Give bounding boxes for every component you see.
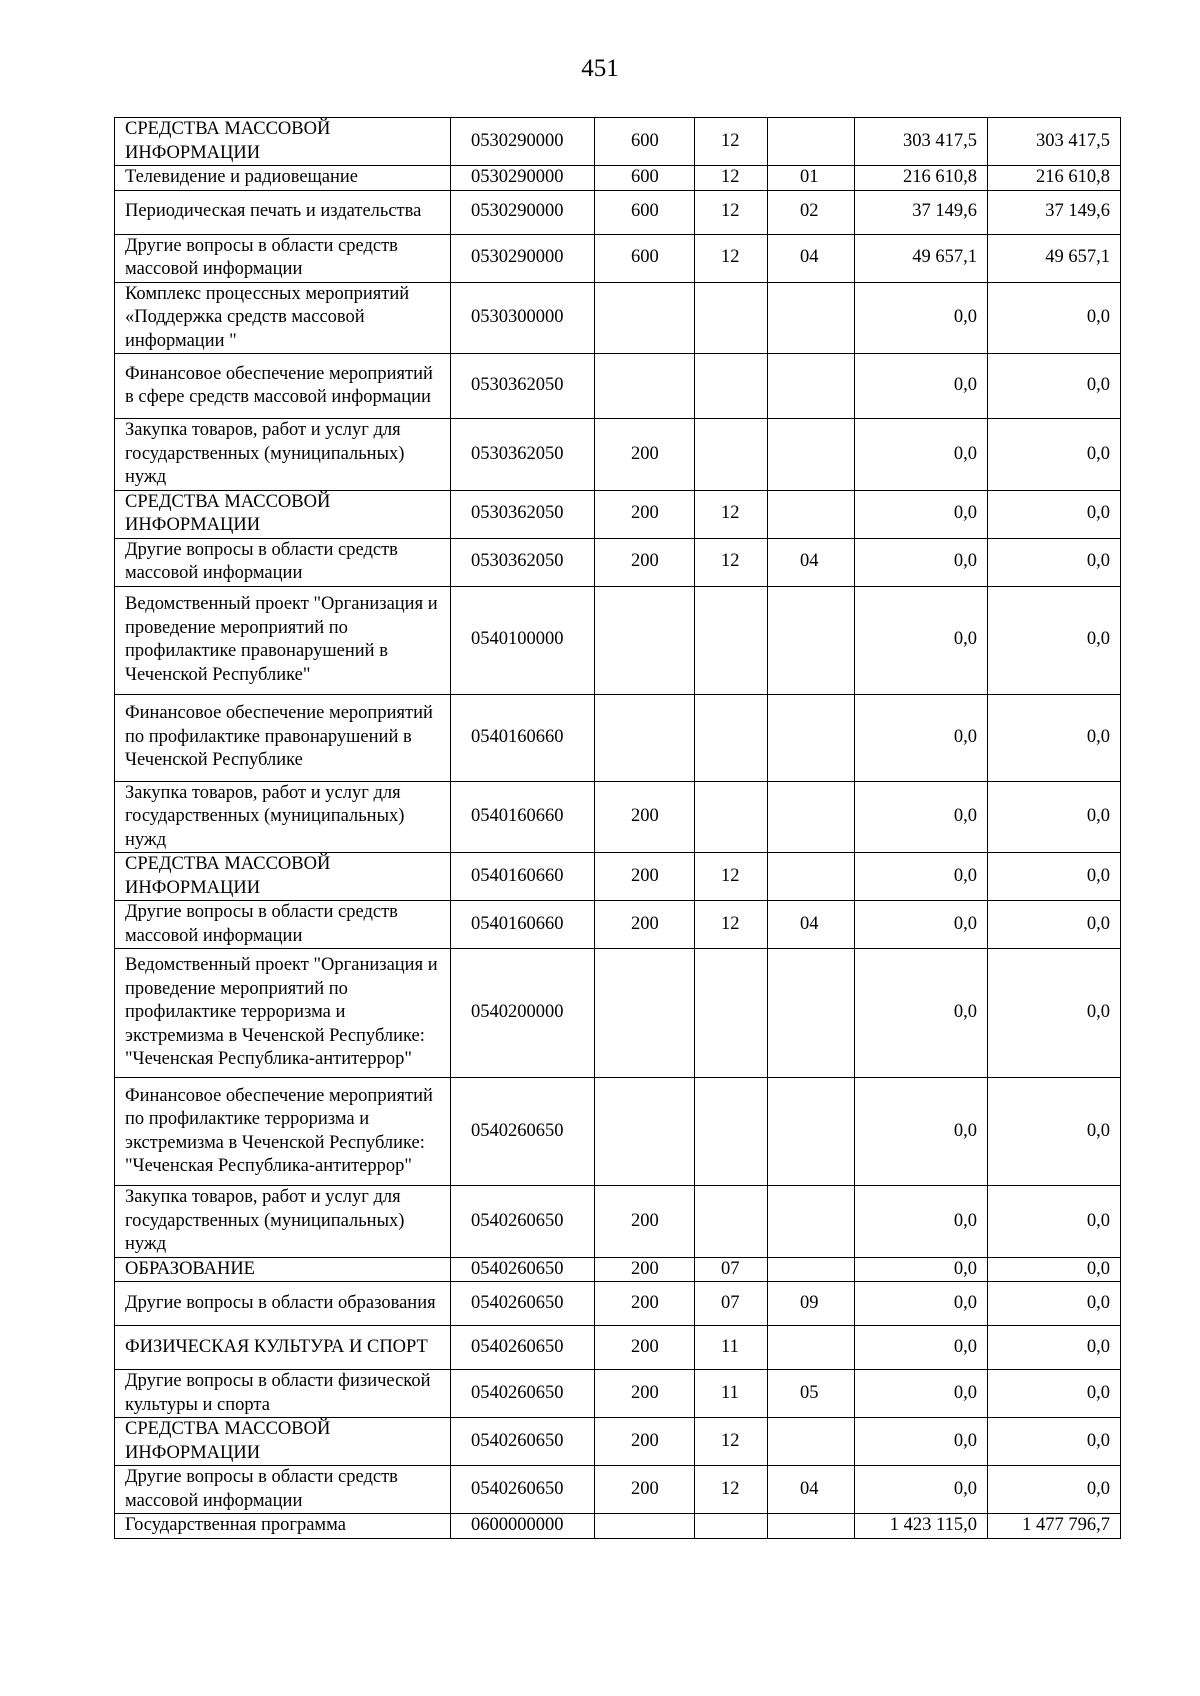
amount-year-2: 0,0 (988, 282, 1121, 354)
section-code (695, 586, 768, 694)
item-name: Комплекс процессных мероприятий «Поддержка средств массовой информации " (115, 282, 451, 354)
section-code: 12 (695, 538, 768, 586)
subsection-code: 04 (768, 901, 855, 949)
subsection-code: 09 (768, 1282, 855, 1326)
amount-year-1: 0,0 (855, 1186, 988, 1258)
target-article-code: 0540260650 (451, 1257, 595, 1282)
expense-type-code: 200 (595, 538, 695, 586)
subsection-code (768, 1514, 855, 1539)
target-article-code: 0540160660 (451, 781, 595, 853)
target-article-code: 0530290000 (451, 190, 595, 234)
table-row (115, 949, 1121, 1078)
item-name: Закупка товаров, работ и услуг для государственных (муниципальных) нужд (115, 781, 451, 853)
table-row (115, 1282, 1121, 1326)
expense-type-code: 200 (595, 1186, 695, 1258)
amount-year-1: 0,0 (855, 490, 988, 538)
subsection-code (768, 1326, 855, 1370)
amount-year-1: 216 610,8 (855, 166, 988, 191)
section-code (695, 949, 768, 1078)
table-row (115, 190, 1121, 234)
amount-year-2: 0,0 (988, 1186, 1121, 1258)
subsection-code (768, 419, 855, 491)
section-code (695, 282, 768, 354)
amount-year-1: 0,0 (855, 781, 988, 853)
table-row (115, 1514, 1121, 1539)
table-row (115, 538, 1121, 586)
item-name: ОБРАЗОВАНИЕ (115, 1257, 451, 1282)
expense-type-code: 200 (595, 901, 695, 949)
table-row (115, 1078, 1121, 1186)
table-body (115, 118, 1121, 1539)
table-row (115, 694, 1121, 781)
target-article-code: 0600000000 (451, 1514, 595, 1539)
section-code (695, 354, 768, 419)
amount-year-2: 303 417,5 (988, 118, 1121, 166)
subsection-code: 04 (768, 1466, 855, 1514)
item-name: СРЕДСТВА МАССОВОЙ ИНФОРМАЦИИ (115, 490, 451, 538)
subsection-code (768, 118, 855, 166)
table-row (115, 490, 1121, 538)
table-row (115, 1418, 1121, 1466)
subsection-code (768, 949, 855, 1078)
section-code: 12 (695, 490, 768, 538)
section-code: 12 (695, 190, 768, 234)
expense-type-code: 200 (595, 419, 695, 491)
amount-year-1: 0,0 (855, 354, 988, 419)
section-code (695, 419, 768, 491)
amount-year-2: 0,0 (988, 1257, 1121, 1282)
section-code: 12 (695, 234, 768, 282)
target-article-code: 0540160660 (451, 694, 595, 781)
target-article-code: 0530362050 (451, 354, 595, 419)
target-article-code: 0540200000 (451, 949, 595, 1078)
expense-type-code (595, 1514, 695, 1539)
target-article-code: 0530300000 (451, 282, 595, 354)
section-code (695, 781, 768, 853)
target-article-code: 0530290000 (451, 166, 595, 191)
amount-year-1: 0,0 (855, 538, 988, 586)
amount-year-1: 0,0 (855, 1326, 988, 1370)
expense-type-code: 600 (595, 118, 695, 166)
item-name: Финансовое обеспечение мероприятий в сфере средств массовой информации (115, 354, 451, 419)
amount-year-2: 49 657,1 (988, 234, 1121, 282)
expense-type-code: 200 (595, 1466, 695, 1514)
amount-year-1: 0,0 (855, 419, 988, 491)
amount-year-1: 1 423 115,0 (855, 1514, 988, 1539)
subsection-code (768, 1186, 855, 1258)
section-code: 12 (695, 1466, 768, 1514)
amount-year-1: 0,0 (855, 694, 988, 781)
table-row (115, 901, 1121, 949)
amount-year-1: 37 149,6 (855, 190, 988, 234)
item-name: Другие вопросы в области образования (115, 1282, 451, 1326)
amount-year-2: 0,0 (988, 949, 1121, 1078)
subsection-code (768, 781, 855, 853)
section-code (695, 1078, 768, 1186)
item-name: СРЕДСТВА МАССОВОЙ ИНФОРМАЦИИ (115, 1418, 451, 1466)
target-article-code: 0540160660 (451, 853, 595, 901)
section-code: 11 (695, 1370, 768, 1418)
expense-type-code: 200 (595, 490, 695, 538)
amount-year-2: 0,0 (988, 490, 1121, 538)
section-code: 12 (695, 1418, 768, 1466)
section-code (695, 694, 768, 781)
table-row (115, 118, 1121, 166)
subsection-code (768, 282, 855, 354)
target-article-code: 0530362050 (451, 490, 595, 538)
target-article-code: 0540260650 (451, 1282, 595, 1326)
target-article-code: 0530290000 (451, 118, 595, 166)
table-row (115, 166, 1121, 191)
item-name: Телевидение и радиовещание (115, 166, 451, 191)
item-name: Другие вопросы в области средств массовой информации (115, 1466, 451, 1514)
amount-year-2: 0,0 (988, 1282, 1121, 1326)
expense-type-code (595, 694, 695, 781)
section-code: 12 (695, 166, 768, 191)
section-code: 12 (695, 901, 768, 949)
subsection-code (768, 853, 855, 901)
item-name: Государственная программа (115, 1514, 451, 1539)
section-code: 07 (695, 1282, 768, 1326)
table-row (115, 282, 1121, 354)
amount-year-2: 0,0 (988, 781, 1121, 853)
section-code: 11 (695, 1326, 768, 1370)
amount-year-1: 0,0 (855, 282, 988, 354)
table-row (115, 354, 1121, 419)
table-row (115, 1186, 1121, 1258)
table-row (115, 1466, 1121, 1514)
item-name: Финансовое обеспечение мероприятий по профилактике правонарушений в Чеченской Республике (115, 694, 451, 781)
target-article-code: 0540260650 (451, 1418, 595, 1466)
amount-year-1: 0,0 (855, 1257, 988, 1282)
expense-type-code: 200 (595, 1418, 695, 1466)
item-name: Другие вопросы в области средств массовой информации (115, 538, 451, 586)
expense-type-code: 600 (595, 190, 695, 234)
amount-year-2: 0,0 (988, 901, 1121, 949)
amount-year-2: 0,0 (988, 1078, 1121, 1186)
subsection-code (768, 1418, 855, 1466)
item-name: Другие вопросы в области физической культуры и спорта (115, 1370, 451, 1418)
amount-year-2: 1 477 796,7 (988, 1514, 1121, 1539)
amount-year-1: 303 417,5 (855, 118, 988, 166)
table-row (115, 1326, 1121, 1370)
table-row (115, 1257, 1121, 1282)
expense-type-code: 200 (595, 1370, 695, 1418)
budget-table (114, 117, 1121, 1539)
item-name: ФИЗИЧЕСКАЯ КУЛЬТУРА И СПОРТ (115, 1326, 451, 1370)
table-row (115, 781, 1121, 853)
amount-year-2: 0,0 (988, 853, 1121, 901)
table-row (115, 419, 1121, 491)
amount-year-2: 0,0 (988, 354, 1121, 419)
subsection-code: 02 (768, 190, 855, 234)
subsection-code: 01 (768, 166, 855, 191)
amount-year-2: 0,0 (988, 694, 1121, 781)
expense-type-code (595, 586, 695, 694)
target-article-code: 0540260650 (451, 1186, 595, 1258)
expense-type-code (595, 949, 695, 1078)
amount-year-1: 0,0 (855, 1078, 988, 1186)
section-code: 12 (695, 118, 768, 166)
expense-type-code (595, 282, 695, 354)
item-name: СРЕДСТВА МАССОВОЙ ИНФОРМАЦИИ (115, 853, 451, 901)
subsection-code (768, 694, 855, 781)
section-code: 12 (695, 853, 768, 901)
item-name: Ведомственный проект "Организация и проведение мероприятий по профилактике терроризма и экстремизма в Чеченской Республике: "Чеченская Республика-антитеррор" (115, 949, 451, 1078)
subsection-code (768, 1257, 855, 1282)
item-name: Другие вопросы в области средств массовой информации (115, 901, 451, 949)
amount-year-2: 0,0 (988, 1326, 1121, 1370)
amount-year-2: 216 610,8 (988, 166, 1121, 191)
subsection-code (768, 354, 855, 419)
expense-type-code: 600 (595, 234, 695, 282)
item-name: Ведомственный проект "Организация и проведение мероприятий по профилактике правонарушений в Чеченской Республике" (115, 586, 451, 694)
amount-year-2: 37 149,6 (988, 190, 1121, 234)
section-code (695, 1514, 768, 1539)
target-article-code: 0530362050 (451, 419, 595, 491)
expense-type-code: 200 (595, 781, 695, 853)
target-article-code: 0540260650 (451, 1466, 595, 1514)
item-name: СРЕДСТВА МАССОВОЙ ИНФОРМАЦИИ (115, 118, 451, 166)
subsection-code: 04 (768, 234, 855, 282)
table-row (115, 586, 1121, 694)
item-name: Финансовое обеспечение мероприятий по профилактике терроризма и экстремизма в Чеченской Республике: "Чеченская Республика-антитеррор" (115, 1078, 451, 1186)
page-number: 451 (581, 55, 619, 82)
expense-type-code (595, 1078, 695, 1186)
amount-year-2: 0,0 (988, 1418, 1121, 1466)
amount-year-1: 0,0 (855, 901, 988, 949)
subsection-code (768, 586, 855, 694)
table-row (115, 853, 1121, 901)
item-name: Закупка товаров, работ и услуг для государственных (муниципальных) нужд (115, 419, 451, 491)
expense-type-code: 600 (595, 166, 695, 191)
target-article-code: 0540160660 (451, 901, 595, 949)
amount-year-2: 0,0 (988, 419, 1121, 491)
target-article-code: 0540260650 (451, 1370, 595, 1418)
amount-year-2: 0,0 (988, 586, 1121, 694)
subsection-code: 04 (768, 538, 855, 586)
amount-year-2: 0,0 (988, 1370, 1121, 1418)
section-code (695, 1186, 768, 1258)
amount-year-1: 0,0 (855, 1282, 988, 1326)
item-name: Другие вопросы в области средств массовой информации (115, 234, 451, 282)
amount-year-2: 0,0 (988, 1466, 1121, 1514)
subsection-code: 05 (768, 1370, 855, 1418)
item-name: Периодическая печать и издательства (115, 190, 451, 234)
table-row (115, 234, 1121, 282)
section-code: 07 (695, 1257, 768, 1282)
target-article-code: 0530290000 (451, 234, 595, 282)
amount-year-1: 0,0 (855, 1370, 988, 1418)
amount-year-1: 0,0 (855, 1418, 988, 1466)
amount-year-1: 0,0 (855, 1466, 988, 1514)
expense-type-code: 200 (595, 1326, 695, 1370)
expense-type-code: 200 (595, 853, 695, 901)
amount-year-1: 49 657,1 (855, 234, 988, 282)
expense-type-code (595, 354, 695, 419)
target-article-code: 0540100000 (451, 586, 595, 694)
subsection-code (768, 1078, 855, 1186)
amount-year-1: 0,0 (855, 853, 988, 901)
amount-year-1: 0,0 (855, 949, 988, 1078)
table-row (115, 1370, 1121, 1418)
target-article-code: 0530362050 (451, 538, 595, 586)
item-name: Закупка товаров, работ и услуг для государственных (муниципальных) нужд (115, 1186, 451, 1258)
expense-type-code: 200 (595, 1257, 695, 1282)
amount-year-2: 0,0 (988, 538, 1121, 586)
target-article-code: 0540260650 (451, 1326, 595, 1370)
amount-year-1: 0,0 (855, 586, 988, 694)
expense-type-code: 200 (595, 1282, 695, 1326)
subsection-code (768, 490, 855, 538)
target-article-code: 0540260650 (451, 1078, 595, 1186)
